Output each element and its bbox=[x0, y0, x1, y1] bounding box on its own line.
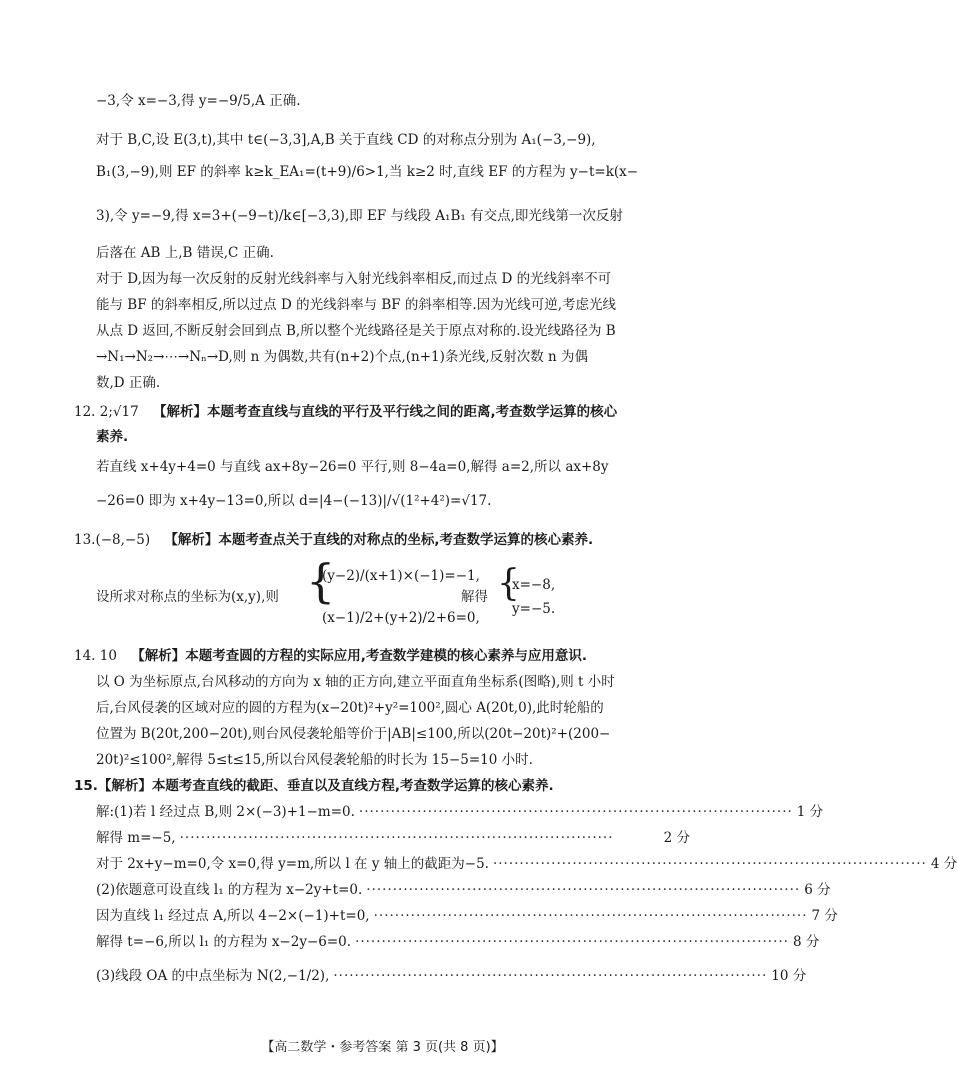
sol11-line-3: B₁(3,−9),则 EF 的斜率 k≥k_EA₁=(t+9)/6>1,当 k≥2 时,直线 EF 的方程为 y−t=k(x− bbox=[96, 164, 639, 180]
q13-lead: 设所求对称点的坐标为(x,y),则 bbox=[96, 589, 279, 605]
q15-step-text: 对于 2x+y−m=0,令 x=0,得 y=m,所以 l 在 y 轴上的截距为−5. bbox=[96, 856, 489, 872]
leader-dots: ·················································································· bbox=[373, 908, 808, 924]
q13-solve-label: 解得 bbox=[461, 589, 488, 605]
q15-step-text: 因为直线 l₁ 经过点 A,所以 4−2×(−1)+t=0, bbox=[96, 908, 370, 924]
q15-step-text: 解得 m=−5, bbox=[96, 830, 176, 846]
q15-step-text: 解:(1)若 l 经过点 B,则 2×(−3)+1−m=0. bbox=[96, 804, 355, 820]
page-footer: 【高二数学・参考答案 第 3 页(共 8 页)】 bbox=[261, 1040, 504, 1055]
q15-step-points: 6 分 bbox=[804, 882, 831, 898]
q13-result-x: x=−8, bbox=[512, 577, 556, 593]
leader-dots: ·················································································· bbox=[366, 882, 801, 898]
leader-dots: ·················································································· bbox=[333, 968, 768, 984]
q12-line-1: 若直线 x+4y+4=0 与直线 ax+8y−26=0 平行,则 8−4a=0,解得 a=2,所以 ax+8y bbox=[96, 459, 609, 475]
q15-analysis-tag: 15.【解析】本题考查直线的截距、垂直以及直线方程,考查数学运算的核心素养. bbox=[74, 778, 554, 794]
sol11-line-6: 对于 D,因为每一次反射的反射光线斜率与入射光线斜率相反,而过点 D 的光线斜率不可 bbox=[96, 271, 612, 287]
q13-right-brace: { bbox=[497, 563, 520, 604]
leader-dots: ·················································································· bbox=[492, 856, 927, 872]
q15-step-row bbox=[96, 881, 831, 899]
q15-step-points: 2 分 bbox=[663, 830, 690, 846]
q15-step-points: 1 分 bbox=[796, 804, 824, 820]
q15-step-row bbox=[96, 967, 807, 985]
q15-step-text: (2)依题意可设直线 l₁ 的方程为 x−2y+t=0. bbox=[96, 882, 363, 898]
q12-header bbox=[74, 403, 617, 421]
q15-step-row bbox=[96, 907, 838, 925]
q14-line-3: 位置为 B(20t,200−20t),则台风侵袭轮船等价于|AB|≤100,所以(20t−20t)²+(200− bbox=[96, 726, 611, 742]
q15-step-text: 解得 t=−6,所以 l₁ 的方程为 x−2y−6=0. bbox=[96, 934, 352, 950]
q15-step-row bbox=[96, 855, 957, 873]
q13-analysis-tag: 【解析】本题考查点关于直线的对称点的坐标,考查数学运算的核心素养. bbox=[164, 532, 594, 548]
sol11-line-1: −3,令 x=−3,得 y=−9/5,A 正确. bbox=[96, 93, 301, 109]
q14-header bbox=[74, 647, 587, 665]
q13-answer: 13.(−8,−5) bbox=[74, 532, 151, 548]
sol11-line-5: 后落在 AB 上,B 错误,C 正确. bbox=[96, 245, 274, 261]
q14-answer: 14. 10 bbox=[74, 648, 117, 664]
q13-header bbox=[74, 531, 593, 549]
sol11-line-4: 3),令 y=−9,得 x=3+(−9−t)/k∈[−3,3),即 EF 与线段 A₁B₁ 有交点,即光线第一次反射 bbox=[96, 208, 623, 224]
q13-equation-2: (x−1)/2+(y+2)/2+6=0, bbox=[322, 610, 480, 626]
q15-step-points: 10 分 bbox=[771, 968, 807, 984]
q14-line-4: 20t)²≤100²,解得 5≤t≤15,所以台风侵袭轮船的时长为 15−5=10 小时. bbox=[96, 752, 533, 768]
leader-dots: ·················································································· bbox=[355, 934, 789, 950]
q15-step-points: 7 分 bbox=[811, 908, 838, 924]
q12-line-2: −26=0 即为 x+4y−13=0,所以 d=|4−(−13)|/√(1²+4²)=√17. bbox=[96, 493, 492, 509]
sol11-line-7: 能与 BF 的斜率相反,所以过点 D 的光线斜率与 BF 的斜率相等.因为光线可逆,考虑光线 bbox=[96, 297, 617, 313]
q12-analysis-tag-cont: 素养. bbox=[96, 429, 129, 445]
q13-result-y: y=−5. bbox=[512, 601, 556, 617]
q15-step-text: (3)线段 OA 的中点坐标为 N(2,−1/2), bbox=[96, 968, 330, 984]
q15-step-row bbox=[96, 933, 820, 951]
q14-analysis-tag: 【解析】本题考查圆的方程的实际应用,考查数学建模的核心素养与应用意识. bbox=[131, 648, 588, 664]
sol11-line-8: 从点 D 返回,不断反射会回到点 B,所以整个光线路径是关于原点对称的.设光线路径为 B bbox=[96, 323, 616, 339]
leader-dots: ·················································································· bbox=[358, 804, 793, 820]
q15-step-points: 8 分 bbox=[792, 934, 820, 950]
q12-analysis-tag: 【解析】本题考查直线与直线的平行及平行线之间的距离,考查数学运算的核心 bbox=[152, 404, 618, 420]
leader-dots: ·················································································· bbox=[179, 830, 614, 846]
q15-step-points: 4 分 bbox=[930, 856, 957, 872]
q15-step-row bbox=[96, 803, 824, 821]
q15-step-row bbox=[96, 829, 690, 847]
q12-answer: 12. 2;√17 bbox=[74, 404, 139, 420]
q14-line-1: 以 O 为坐标原点,台风移动的方向为 x 轴的正方向,建立平面直角坐标系(图略),则 t 小时 bbox=[96, 674, 615, 690]
sol11-line-10: 数,D 正确. bbox=[96, 375, 161, 391]
q14-line-2: 后,台风侵袭的区域对应的圆的方程为(x−20t)²+y²=100²,圆心 A(20t,0),此时轮船的 bbox=[96, 700, 604, 716]
q13-equation-1: (y−2)/(x+1)×(−1)=−1, bbox=[322, 568, 480, 584]
q13-left-brace: { bbox=[306, 554, 336, 608]
sol11-line-9: →N₁→N₂→⋯→Nₙ→D,则 n 为偶数,共有(n+2)个点,(n+1)条光线,反射次数 n 为偶 bbox=[96, 349, 588, 365]
sol11-line-2: 对于 B,C,设 E(3,t),其中 t∈(−3,3],A,B 关于直线 CD 的对称点分别为 A₁(−3,−9), bbox=[96, 132, 596, 148]
